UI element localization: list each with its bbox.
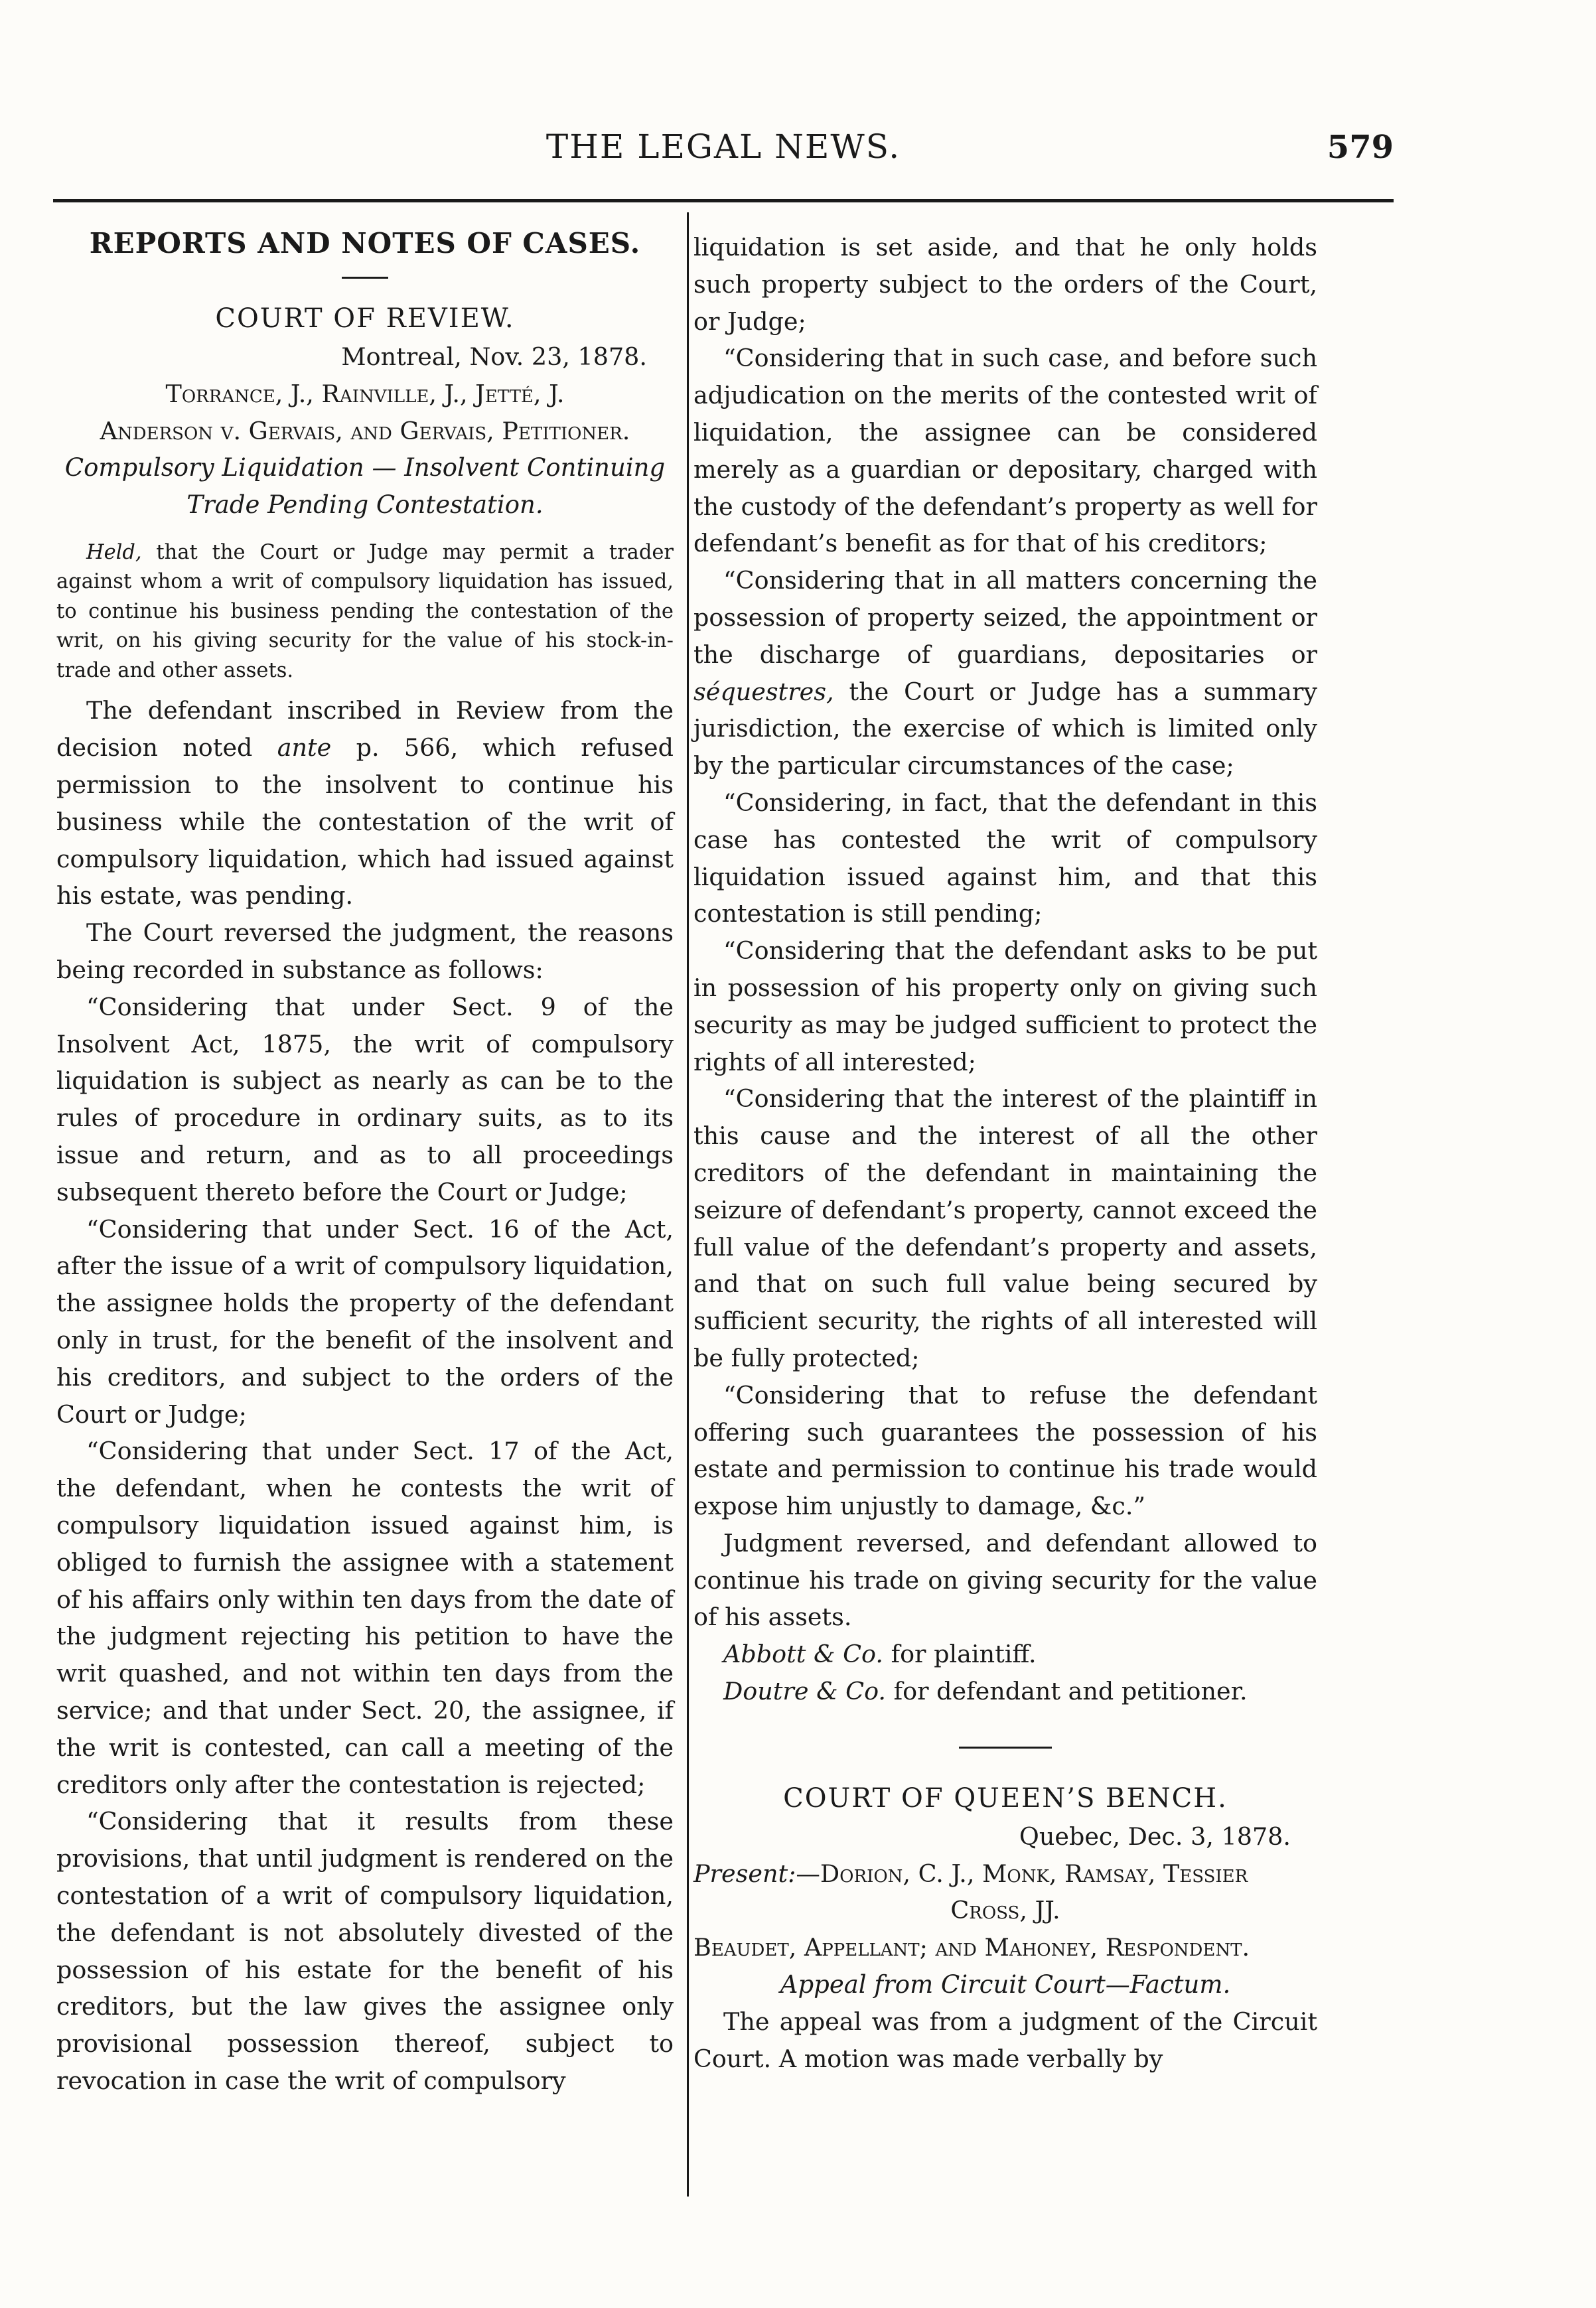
case-parties: Anderson v. Gervais, and Gervais, Petitioner. — [100, 416, 630, 445]
present-judges-cont: Cross, JJ. — [950, 1896, 1060, 1925]
paragraph: “Considering, in fact, that the defendant in this case has contested the writ of compulsory liquidation issued against him, and that this contestation is still pending; — [693, 788, 1317, 928]
case-subject — [56, 449, 674, 524]
paragraph — [693, 562, 1317, 784]
section-heading: REPORTS AND NOTES OF CASES. — [89, 227, 641, 259]
present-label: Present: — [693, 1859, 796, 1888]
place-date: Montreal, Nov. 23, 1878. — [341, 342, 647, 371]
case-parties: Beaudet, Appellant; and Mahoney, Respondent. — [693, 1933, 1250, 1962]
paragraph: “Considering that the defendant asks to be put in possession of his property only on giving such security as may be judged sufficient to protect the rights of all interested; — [693, 936, 1317, 1076]
held-note — [56, 538, 674, 686]
held-text: that the Court or Judge may permit a trader against whom a writ of compulsory liquidation has issued, to continue his business pending the contestation of the writ, on his giving security for the value of his stock-in-trade and other assets. — [56, 540, 674, 682]
counsel-line — [693, 1673, 1317, 1710]
case-subject-line2: Trade Pending Contestation. — [186, 490, 544, 520]
running-title: THE LEGAL NEWS. — [545, 127, 901, 166]
sequestres-word: séquestres, — [693, 677, 834, 706]
paragraph-text: the Court or Judge has a summary jurisdiction, the exercise of which is limited only by the particular circumstances of the case; — [693, 677, 1317, 780]
paragraph-text: p. 566, which refused permission to the insolvent to continue his business while the contestation of the writ of compulsory liquidation, which had issued against his estate, was pending. — [56, 733, 674, 910]
counsel-role: for plaintiff. — [883, 1640, 1037, 1669]
paragraph: “Considering that under Sect. 17 of the Act, the defendant, when he contests the writ of compulsory liquidation issued against him, is obliged to furnish the assignee with a statement of his affairs only within ten days from the date of the judgment rejecting his petition to have the writ quashed, and not within ten days from the service; and that under Sect. 20, the assignee, if the writ is contested, can call a meeting of the creditors only after the contestation is rejected; — [56, 1437, 674, 1799]
counsel-line — [693, 1636, 1317, 1673]
section-separator — [959, 1747, 1052, 1749]
column-divider — [687, 212, 689, 2197]
case-subject: Appeal from Circuit Court—Factum. — [780, 1970, 1231, 1999]
paragraph: “Considering that in such case, and before such adjudication on the merits of the contested writ of liquidation, the assignee can be considered merely as a guardian or depositary, charged with the custody of the defendant’s property as well for defendant’s benefit as for that of his creditors; — [693, 344, 1317, 558]
right-column — [693, 229, 1317, 2077]
paragraph-text: “Considering that in all matters concerning the possession of property seized, the appointment or the discharge of guardians, depositaries or — [693, 566, 1317, 669]
paragraph: “Considering that under Sect. 9 of the Insolvent Act, 1875, the writ of compulsory liquidation is subject as nearly as can be to the rules of procedure in ordinary suits, as to its issue and return, and as to all proceedings subsequent thereto before the Court or Judge; — [56, 992, 674, 1206]
page-header — [53, 127, 1394, 187]
counsel-name: Doutre & Co. — [723, 1677, 887, 1706]
heading-rule — [342, 277, 388, 279]
held-word: Held, — [86, 540, 142, 564]
paragraph: “Considering that the interest of the plaintiff in this cause and the interest of all the other creditors of the defendant in maintaining the seizure of defendant’s property, cannot exceed the full value of the defendant’s property and assets, and that on such full value being secured by sufficient security, the rights of all interested will be fully protected; — [693, 1084, 1317, 1372]
paragraph-text: The defendant inscribed in Review from the decision noted — [56, 696, 674, 762]
page-number: 579 — [1327, 129, 1394, 166]
paragraph: “Considering that under Sect. 16 of the Act, after the issue of a writ of compulsory liquidation, the assignee holds the property of the defendant only in trust, for the benefit of the insolvent and his creditors, and subject to the orders of the Court or Judge; — [56, 1214, 674, 1429]
present-line — [693, 1855, 1317, 1893]
present-judges: —Dorion, C. J., Monk, Ramsay, Tessier — [796, 1859, 1248, 1888]
case-subject-line1: Compulsory Liquidation — Insolvent Continuing — [64, 453, 666, 482]
ante-word: ante — [277, 733, 332, 762]
left-column — [56, 222, 674, 2100]
paragraph: The Court reversed the judgment, the reasons being recorded in substance as follows: — [56, 918, 674, 985]
paragraph — [56, 692, 674, 914]
header-rule — [53, 199, 1394, 202]
court-heading: COURT OF REVIEW. — [215, 303, 515, 334]
counsel-role: for defendant and petitioner. — [886, 1677, 1248, 1706]
paragraph: “Considering that it results from these provisions, that until judgment is rendered on the contestation of a writ of compulsory liquidation, the defendant is not absolutely divested of the possession of his estate for the benefit of his creditors, but the law gives the assignee only provisional possession thereof, subject to revocation in case the writ of compulsory — [56, 1807, 674, 2095]
place-date: Quebec, Dec. 3, 1878. — [1019, 1822, 1291, 1851]
judges-line: Torrance, J., Rainville, J., Jetté, J. — [165, 379, 565, 408]
paragraph: Judgment reversed, and defendant allowed to continue his trade on giving security for the value of his assets. — [693, 1528, 1317, 1632]
paragraph: “Considering that to refuse the defendant offering such guarantees the possession of his estate and permission to continue his trade would expose him unjustly to damage, &c.” — [693, 1380, 1317, 1521]
counsel-name: Abbott & Co. — [723, 1640, 883, 1669]
paragraph: liquidation is set aside, and that he only holds such property subject to the orders of the Court, or Judge; — [693, 233, 1317, 336]
court-heading: COURT OF QUEEN’S BENCH. — [783, 1782, 1228, 1814]
paragraph: The appeal was from a judgment of the Circuit Court. A motion was made verbally by — [693, 2007, 1317, 2073]
